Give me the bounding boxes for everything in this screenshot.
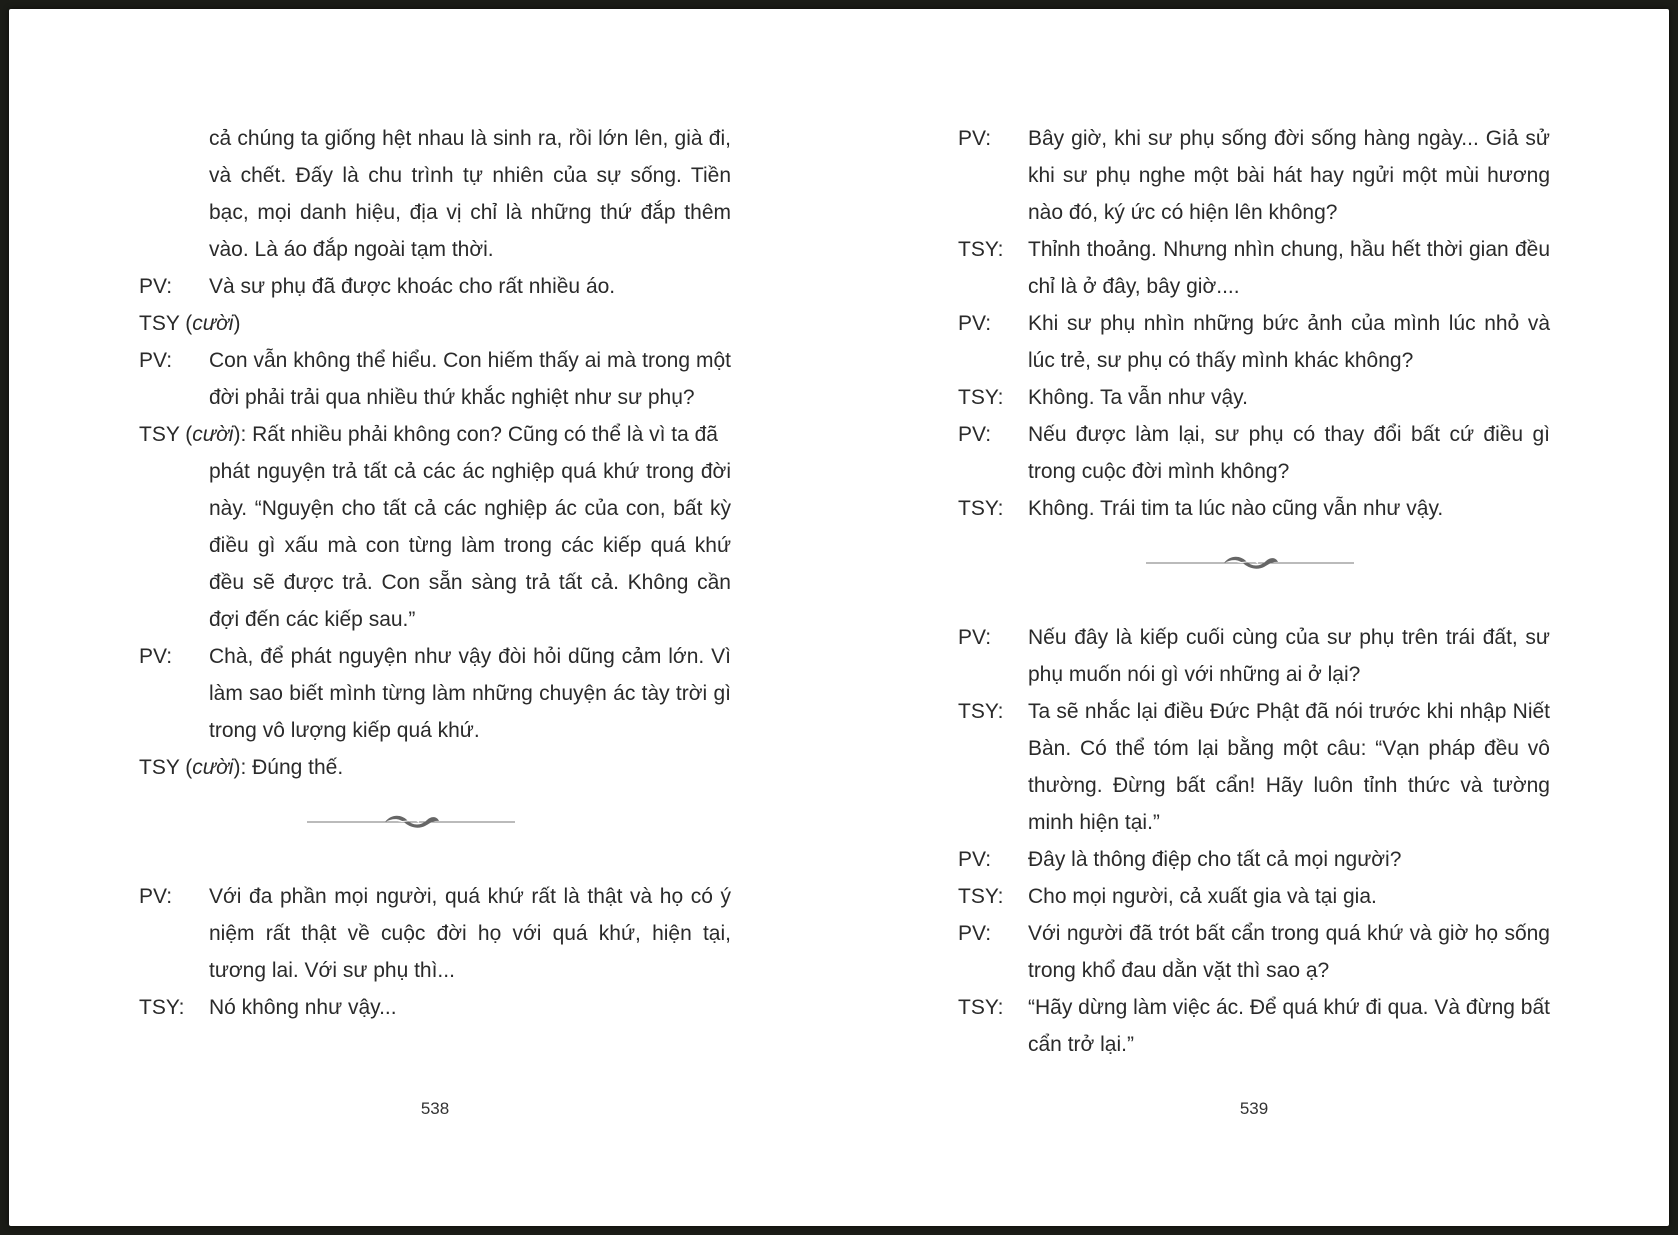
dialogue-text: Không. Trái tim ta lúc nào cũng vẫn như vậy. bbox=[1028, 497, 1444, 520]
dialogue-entry bbox=[958, 619, 1550, 693]
dialogue-entry bbox=[139, 878, 731, 989]
page-number: 538 bbox=[420, 1099, 450, 1118]
dialogue-text: Nếu được làm lại, sư phụ có thay đổi bất cứ điều gì trong cuộc đời mình không? bbox=[1028, 423, 1550, 483]
speaker-label: TSY (cười): Đúng thế. bbox=[139, 756, 344, 779]
dialogue-entry bbox=[139, 305, 731, 342]
section-divider-ornament bbox=[958, 545, 1550, 582]
dialogue-entry bbox=[139, 749, 731, 786]
dialogue-text: Đây là thông điệp cho tất cả mọi người? bbox=[1028, 848, 1402, 871]
speaker-label: TSY: bbox=[958, 700, 1004, 723]
page-number: 539 bbox=[1239, 1099, 1269, 1118]
dialogue-entry bbox=[958, 915, 1550, 989]
dialogue-entry bbox=[958, 231, 1550, 305]
dialogue-entry bbox=[958, 989, 1550, 1063]
dialogue-text: Khi sư phụ nhìn những bức ảnh của mình lúc nhỏ và lúc trẻ, sư phụ có thấy mình khác không? bbox=[1028, 312, 1550, 372]
dialogue-entry bbox=[958, 416, 1550, 490]
dialogue-text: Cho mọi người, cả xuất gia và tại gia. bbox=[1028, 885, 1377, 908]
dialogue-entry bbox=[139, 638, 731, 749]
dialogue-text: phát nguyện trả tất cả các ác nghiệp quá khứ trong đời này. “Nguyện cho tất cả các nghiệp ác của con, bất kỳ điều gì xấu mà con từng làm trong các kiếp quá khứ đều sẽ được trả. Con sẵn sàng trả tất cả. Không cần đợi đến các kiếp sau.” bbox=[209, 460, 731, 631]
dialogue-entry bbox=[958, 379, 1550, 416]
speaker-label: PV: bbox=[139, 349, 173, 372]
right-page bbox=[958, 9, 1550, 1226]
dialogue-entry bbox=[139, 268, 731, 305]
dialogue-text: Và sư phụ đã được khoác cho rất nhiều áo. bbox=[209, 275, 616, 298]
speaker-label: TSY (cười) bbox=[139, 312, 241, 335]
dialogue-text: Con vẫn không thể hiểu. Con hiếm thấy ai mà trong một đời phải trải qua nhiều thứ khắc nghiệt như sư phụ? bbox=[209, 349, 731, 409]
speaker-label: PV: bbox=[958, 922, 992, 945]
dialogue-text: Với người đã trót bất cẩn trong quá khứ và giờ họ sống trong khổ đau dằn vặt thì sao ạ? bbox=[1028, 922, 1550, 982]
speaker-label: PV: bbox=[139, 645, 173, 668]
book-spread bbox=[9, 9, 1669, 1226]
dialogue-text: Ta sẽ nhắc lại điều Đức Phật đã nói trước khi nhập Niết Bàn. Có thể tóm lại bằng một câu: “Vạn pháp đều vô thường. Đừng bất cẩn! Hãy luôn tỉnh thức và tường minh hiện tại.” bbox=[1028, 700, 1550, 834]
speaker-label: PV: bbox=[958, 312, 992, 335]
flourish-icon bbox=[139, 812, 731, 832]
dialogue-text: Rất nhiều phải không con? Cũng có thể là vì ta đã bbox=[246, 423, 718, 446]
speaker-label: PV: bbox=[958, 423, 992, 446]
dialogue-entry bbox=[139, 989, 731, 1026]
dialogue-text: Với đa phần mọi người, quá khứ rất là thật và họ có ý niệm rất thật về cuộc đời họ với quá khứ, hiện tại, tương lai. Với sư phụ thì... bbox=[209, 885, 731, 982]
dialogue-text: Nếu đây là kiếp cuối cùng của sư phụ trên trái đất, sư phụ muốn nói gì với những ai ở lại? bbox=[1028, 626, 1550, 686]
left-page bbox=[139, 9, 731, 1226]
dialogue-text: Đúng thế. bbox=[246, 756, 344, 779]
speaker-label: TSY: bbox=[958, 238, 1004, 261]
dialogue-text: Thỉnh thoảng. Nhưng nhìn chung, hầu hết thời gian đều chỉ là ở đây, bây giờ.... bbox=[1028, 238, 1550, 298]
dialogue-text: Chà, để phát nguyện như vậy đòi hỏi dũng cảm lớn. Vì làm sao biết mình từng làm những chuyện ác tày trời gì trong vô lượng kiếp quá khứ. bbox=[209, 645, 731, 742]
speaker-label: PV: bbox=[139, 275, 173, 298]
stage-note: cười bbox=[192, 423, 234, 446]
flourish-icon bbox=[958, 553, 1550, 573]
left-page-text bbox=[139, 120, 731, 1026]
speaker-label: PV: bbox=[958, 848, 992, 871]
dialogue-entry bbox=[958, 878, 1550, 915]
section-divider-ornament bbox=[139, 804, 731, 841]
speaker-label: TSY: bbox=[958, 386, 1004, 409]
dialogue-entry bbox=[958, 841, 1550, 878]
dialogue-entry bbox=[958, 490, 1550, 527]
dialogue-text: Nó không như vậy... bbox=[209, 996, 397, 1019]
dialogue-entry bbox=[958, 693, 1550, 841]
dialogue-entry bbox=[139, 416, 731, 638]
speaker-label: TSY (cười): Rất nhiều phải không con? Cũng có thể là vì ta đã bbox=[139, 423, 718, 446]
stage-note: cười bbox=[192, 756, 234, 779]
speaker-label: PV: bbox=[958, 626, 992, 649]
continuation-paragraph: cả chúng ta giống hệt nhau là sinh ra, rồi lớn lên, già đi, và chết. Đấy là chu trình tự nhiên của sự sống. Tiền bạc, mọi danh hiệu, địa vị chỉ là những thứ đắp thêm vào. Là áo đắp ngoài tạm thời. bbox=[209, 127, 731, 261]
stage-note: cười bbox=[192, 312, 234, 335]
speaker-label: TSY: bbox=[958, 497, 1004, 520]
speaker-label: TSY: bbox=[958, 996, 1004, 1019]
dialogue-text: Không. Ta vẫn như vậy. bbox=[1028, 386, 1248, 409]
dialogue-text: Bây giờ, khi sư phụ sống đời sống hàng ngày... Giả sử khi sư phụ nghe một bài hát hay ngửi một mùi hương nào đó, ký ức có hiện lên không? bbox=[1028, 127, 1550, 224]
dialogue-text: “Hãy dừng làm việc ác. Để quá khứ đi qua. Và đừng bất cẩn trở lại.” bbox=[1028, 996, 1550, 1056]
speaker-label: TSY: bbox=[958, 885, 1004, 908]
speaker-label: PV: bbox=[139, 885, 173, 908]
dialogue-entry bbox=[139, 342, 731, 416]
dialogue-entry bbox=[958, 305, 1550, 379]
right-page-text bbox=[958, 120, 1550, 1063]
speaker-label: PV: bbox=[958, 127, 992, 150]
dialogue-entry bbox=[958, 120, 1550, 231]
speaker-label: TSY: bbox=[139, 996, 185, 1019]
